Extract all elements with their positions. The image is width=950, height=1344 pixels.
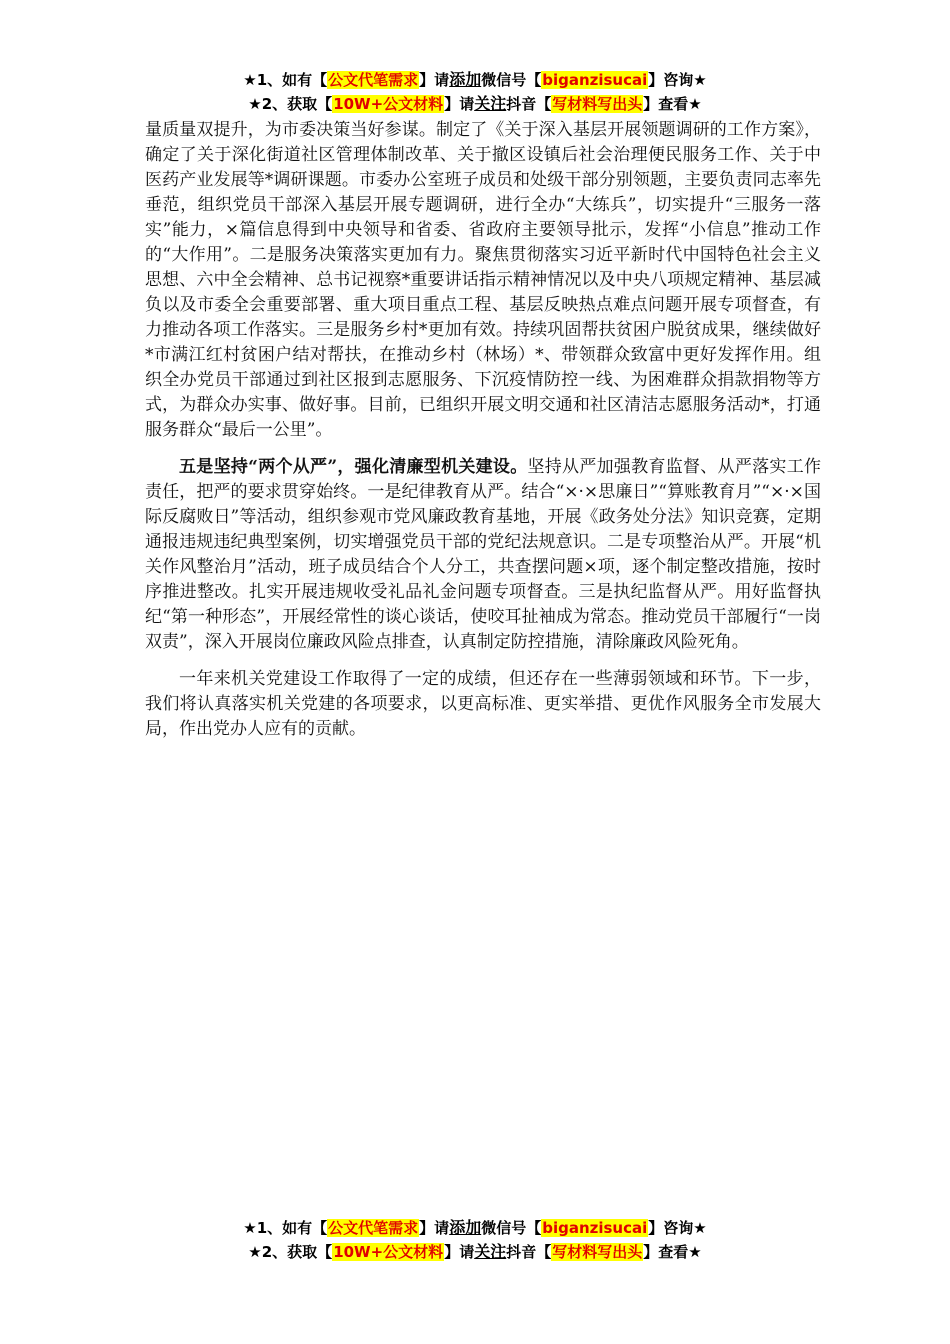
- highlight-service: 公文代笔需求: [328, 71, 419, 89]
- top-banner: [0, 68, 950, 116]
- paragraph-3: 一年来机关党建设工作取得了一定的成绩，但还存在一些薄弱领域和环节。下一步，我们将认真落实机关党建的各项要求，以更高标准、更实举措、更优作风服务全市发展大局，作出党办人应有的贡献。: [145, 669, 821, 739]
- highlight-service: 公文代笔需求: [328, 1219, 419, 1237]
- banner-line-2: ★2、获取【10W+公文材料】请关注抖音【写材料写出头】查看★: [248, 1242, 702, 1261]
- highlight-materials: 10W+公文材料: [333, 1243, 444, 1261]
- paragraph-1: 量质量双提升，为市委决策当好参谋。制定了《关于深入基层开展领题调研的工作方案》，确定了关于深化街道社区管理体制改革、关于撤区设镇后社会治理便民服务工作、关于中医药产业发展等*调研课题。市委办公室班子成员和处级干部分别领题，主要负责同志率先垂范，组织党员干部深入基层开展专题调研，进行全办“大练兵”，切实提升“三服务一落实”能力，×篇信息得到中央领导和省委、省政府主要领导批示，发挥“小信息”推动工作的“大作用”。二是服务决策落实更加有力。聚焦贯彻落实习近平新时代中国特色社会主义思想、六中全会精神、总书记视察*重要讲话指示精神情况以及中央八项规定精神、基层减负以及市委全会重要部署、重大项目重点工程、基层反映热点难点问题开展专项督查，有力推动各项工作落实。三是服务乡村*更加有效。持续巩固帮扶贫困户脱贫成果，继续做好*市满江红村贫困户结对帮扶，在推动乡村（林场）*、带领群众致富中更好发挥作用。组织全办党员干部通过到社区报到志愿服务、下沉疫情防控一线、为困难群众捐款捐物等方式，为群众办实事、做好事。目前，已组织开展文明交通和社区清洁志愿服务活动*，打通服务群众“最后一公里”。: [145, 120, 821, 440]
- document-body: [145, 118, 821, 754]
- highlight-materials: 10W+公文材料: [333, 95, 444, 113]
- highlight-douyin: 写材料写出头: [552, 95, 643, 113]
- highlight-wechat-id: biganzisucai: [542, 71, 648, 89]
- paragraph-2-text: 坚持从严加强教育监督、从严落实工作责任，把严的要求贯穿始终。一是纪律教育从严。结合“×·×思廉日”“算账教育月”“×·×国际反腐败日”等活动，组织参观市党风廉政教育基地，开展《政务处分法》知识竞赛，定期通报违规违纪典型案例，切实增强党员干部的党纪法规意识。二是专项整治从严。开展“机关作风整治月”活动，班子成员结合个人分工，共查摆问题×项，逐个制定整改措施，按时序推进整改。扎实开展违规收受礼品礼金问题专项督查。三是执纪监督从严。用好监督执纪“第一种形态”，开展经常性的谈心谈话，使咬耳扯袖成为常态。推动党员干部履行“一岗双责”，深入开展岗位廉政风险点排查，认真制定防控措施，清除廉政风险死角。: [145, 457, 821, 652]
- paragraph-2: [145, 455, 821, 655]
- banner-line-1: ★1、如有【公文代笔需求】请添加微信号【biganzisucai】咨询★: [243, 1218, 707, 1237]
- paragraph-2-heading: 五是坚持“两个从严”，强化清廉型机关建设。: [179, 457, 528, 477]
- bottom-banner: [0, 1216, 950, 1264]
- banner-line-1: ★1、如有【公文代笔需求】请添加微信号【biganzisucai】咨询★: [243, 70, 707, 89]
- highlight-wechat-id: biganzisucai: [542, 1219, 648, 1237]
- highlight-douyin: 写材料写出头: [552, 1243, 643, 1261]
- banner-line-2: ★2、获取【10W+公文材料】请关注抖音【写材料写出头】查看★: [248, 94, 702, 113]
